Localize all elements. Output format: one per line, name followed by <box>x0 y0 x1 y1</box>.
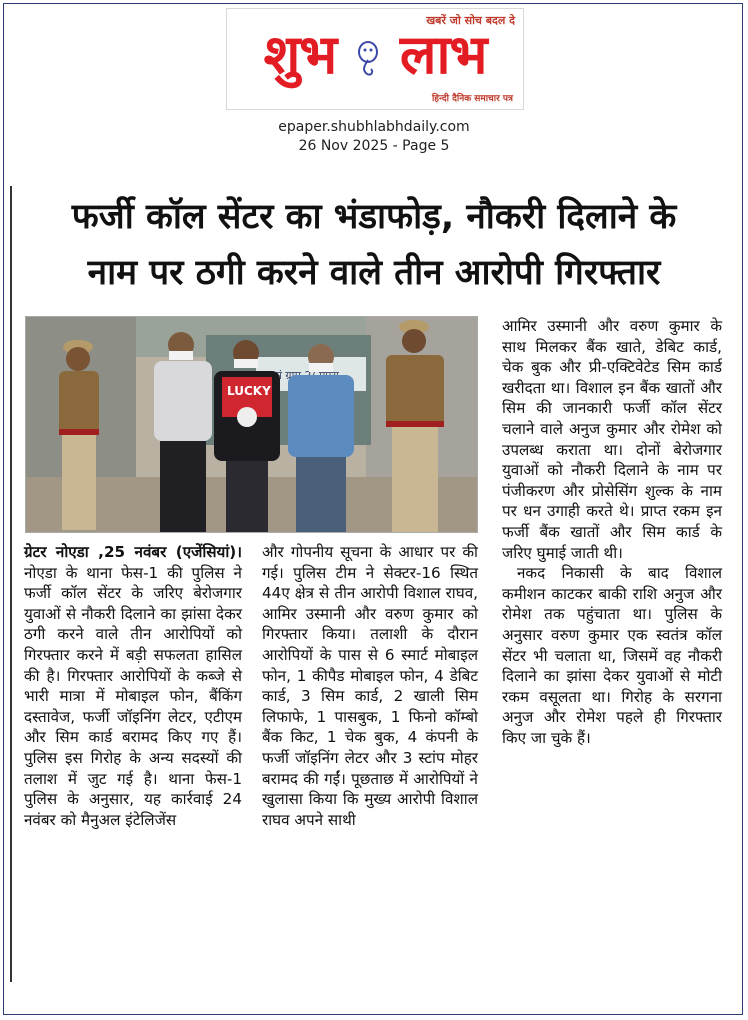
article-paragraph-1 <box>24 542 242 830</box>
source-date-page: 26 Nov 2025 - Page 5 <box>298 138 450 154</box>
article-col1-text: नोएडा के थाना फेस-1 की पुलिस ने फर्जी कॉल सेंटर के जरिए बेरोजगार युवाओं से नौकरी दिलाने का झांसा देकर ठगी करने वाले तीन आरोपियों को गिरफ्तार करने में बड़ी सफलता हासिल की है। गिरफ्तार आरोपियों के कब्जे से भारी मात्रा में मोबाइल फोन, बैंकिंग दस्तावेज, फर्जी जॉइनिंग लेटर, एटीएम और सिम कार्ड बरामद किए गए हैं। पुलिस इस गिरोह के अन्य सदस्यों की तलाश में जुट गई है। थाना फेस-1 पुलिस के अनुसार, यह कार्रवाई 24 नवंबर को मैनुअल इंटेलिजेंस <box>24 563 242 829</box>
article-headline <box>14 189 734 301</box>
article-column-1 <box>24 542 242 830</box>
article-dateline: ग्रेटर नोएडा ,25 नवंबर (एजेंसियां)। <box>24 543 242 561</box>
ganesh-icon <box>354 38 382 78</box>
headline-line-2: नाम पर ठगी करने वाले तीन आरोपी गिरफ्तार <box>87 253 661 293</box>
headline-line-1: फर्जी कॉल सेंटर का भंडाफोड़, नौकरी दिलाने के <box>71 197 677 237</box>
masthead-logo <box>226 8 524 110</box>
source-info <box>0 118 748 156</box>
masthead-title-left: शुभ <box>263 23 337 86</box>
article-col3-para-2: नकद निकासी के बाद विशाल कमीशन काटकर बाकी राशि अनुज और रोमेश तक पहुंचाता था। पुलिस के अनुसार वरुण कुमार एक स्वतंत्र कॉल सेंटर भी चलाता था, जिसमें वह नौकरी दिलाने का झांसा देकर युवाओं से मोटी रकम वसूलता था। गिरोह के सरगना अनुज और रोमेश पहले ही गिरफ्तार किए जा चुके हैं। <box>502 564 722 747</box>
article-col3-para-1: आमिर उस्मानी और वरुण कुमार के साथ मिलकर बैंक खाते, डेबिट कार्ड, चेक बुक और प्री-एक्टिवेटेड सिम कार्ड खरीदता था। विशाल इन बैंक खातों और सिम की जानकारी फर्जी कॉल सेंटर चलाने वाले अनुज कुमार और रोमेश को उपलब्ध कराता था। दोनों बेरोजगार युवाओं को नौकरी दिलाने के नाम पर पंजीकरण और प्रोसेसिंग शुल्क के नाम पर धन उगाही करते थे। प्राप्त रकम इन फर्जी बैंक खातों और सिम कार्ड के जरिए घुमाई जाती थी। <box>502 317 722 562</box>
masthead-title <box>227 23 523 87</box>
article-column-3 <box>502 316 722 748</box>
shirt-text: LUCKY <box>227 384 271 398</box>
photo-illustration <box>26 317 478 533</box>
left-rule <box>10 186 12 982</box>
news-photo <box>25 316 478 533</box>
article-col2-text: और गोपनीय सूचना के आधार पर की गई। पुलिस टीम ने सेक्टर-16 स्थित 44ए क्षेत्र से तीन आरोपी विशाल राघव, आमिर उस्मानी और वरुण कुमार को गिरफ्तार किया। तलाशी के दौरान आरोपियों के पास से 6 स्मार्ट मोबाइल फोन, 1 कीपैड मोबाइल फोन, 4 डेबिट कार्ड, 3 सिम कार्ड, 2 खाली सिम लिफाफे, 1 पासबुक, 1 फिनो कॉम्बो बैंक किट, 1 चेक बुक, 4 कंपनी के फर्जी जॉइनिंग लेटर और 3 स्टांप मोहर बरामद की गईं। पूछताछ में आरोपियों ने खुलासा किया कि मुख्य आरोपी विशाल राघव अपने साथी <box>262 543 478 829</box>
masthead-title-right: लाभ <box>399 23 487 86</box>
article-column-2 <box>262 542 478 830</box>
sign-text: ग्राम <box>285 369 302 382</box>
person-accused-1 <box>154 332 212 533</box>
source-url[interactable]: epaper.shubhlabhdaily.com <box>278 119 470 135</box>
masthead-subtitle: हिन्दी दैनिक समाचार पत्र <box>431 94 513 104</box>
masthead-tagline: खबरें जो सोच बदल दे <box>426 14 515 27</box>
